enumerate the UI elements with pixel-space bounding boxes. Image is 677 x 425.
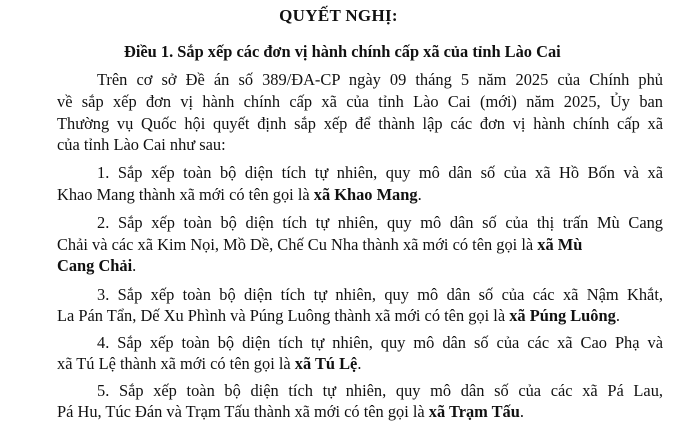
item-3-line-2 [57,306,620,326]
item-5-line-2 [57,402,524,422]
item-5-text: Pá Hu, Túc Đán và Trạm Tấu thành xã mới có tên gọi là [57,402,429,421]
item-5-new-commune-name: xã Trạm Tấu [428,402,520,421]
item-2-line-3 [57,256,136,276]
item-5-end: . [519,402,524,421]
item-2-line-2 [57,235,582,255]
intro-line-4: của tỉnh Lào Cai như sau: [57,135,226,154]
item-4-end: . [357,354,362,373]
item-1-line-2 [57,185,422,205]
intro-line-2: về sắp xếp đơn vị hành chính cấp xã của tỉnh Lào Cai (mới) năm 2025, Ủy ban [57,92,663,111]
item-1-new-commune-name: xã Khao Mang [313,185,418,204]
item-3-text: La Pán Tẩn, Dế Xu Phình và Púng Luông thành xã mới có tên gọi là [57,306,510,325]
item-2-new-commune-name-part-1: xã Mù [537,235,583,254]
item-3-line-1: 3. Sắp xếp toàn bộ diện tích tự nhiên, quy mô dân số của các xã Nậm Khắt, [97,285,663,304]
item-5-line-1: 5. Sắp xếp toàn bộ diện tích tự nhiên, quy mô dân số của các xã Pá Lau, [97,381,663,400]
resolution-heading: QUYẾT NGHỊ: [279,6,398,25]
intro-line-3: Thường vụ Quốc hội quyết định sắp xếp để thành lập các đơn vị hành chính cấp xã [57,114,663,133]
item-1-text: Khao Mang thành xã mới có tên gọi là [57,185,314,204]
item-3-end: . [615,306,620,325]
item-2-line-1: 2. Sắp xếp toàn bộ diện tích tự nhiên, quy mô dân số của thị trấn Mù Cang [97,213,663,232]
article-title: Điều 1. Sắp xếp các đơn vị hành chính cấp xã của tỉnh Lào Cai [124,42,561,61]
item-4-new-commune-name: xã Tú Lệ [294,354,358,373]
item-2-text: Chải và các xã Kim Nọi, Mồ Dề, Chế Cu Nha thành xã mới có tên gọi là [57,235,538,254]
item-1-line-1: 1. Sắp xếp toàn bộ diện tích tự nhiên, quy mô dân số của xã Hồ Bốn và xã [97,163,663,182]
item-2-end: . [132,256,137,275]
intro-line-1: Trên cơ sở Đề án số 389/ĐA-CP ngày 09 tháng 5 năm 2025 của Chính phủ [97,70,663,89]
item-1-end: . [417,185,422,204]
item-4-text: xã Tú Lệ thành xã mới có tên gọi là [57,354,295,373]
item-4-line-2 [57,354,361,374]
item-4-line-1: 4. Sắp xếp toàn bộ diện tích tự nhiên, quy mô dân số của các xã Cao Phạ và [97,333,663,352]
item-3-new-commune-name: xã Púng Luông [509,306,616,325]
item-2-new-commune-name-part-2: Cang Chải [57,256,133,275]
